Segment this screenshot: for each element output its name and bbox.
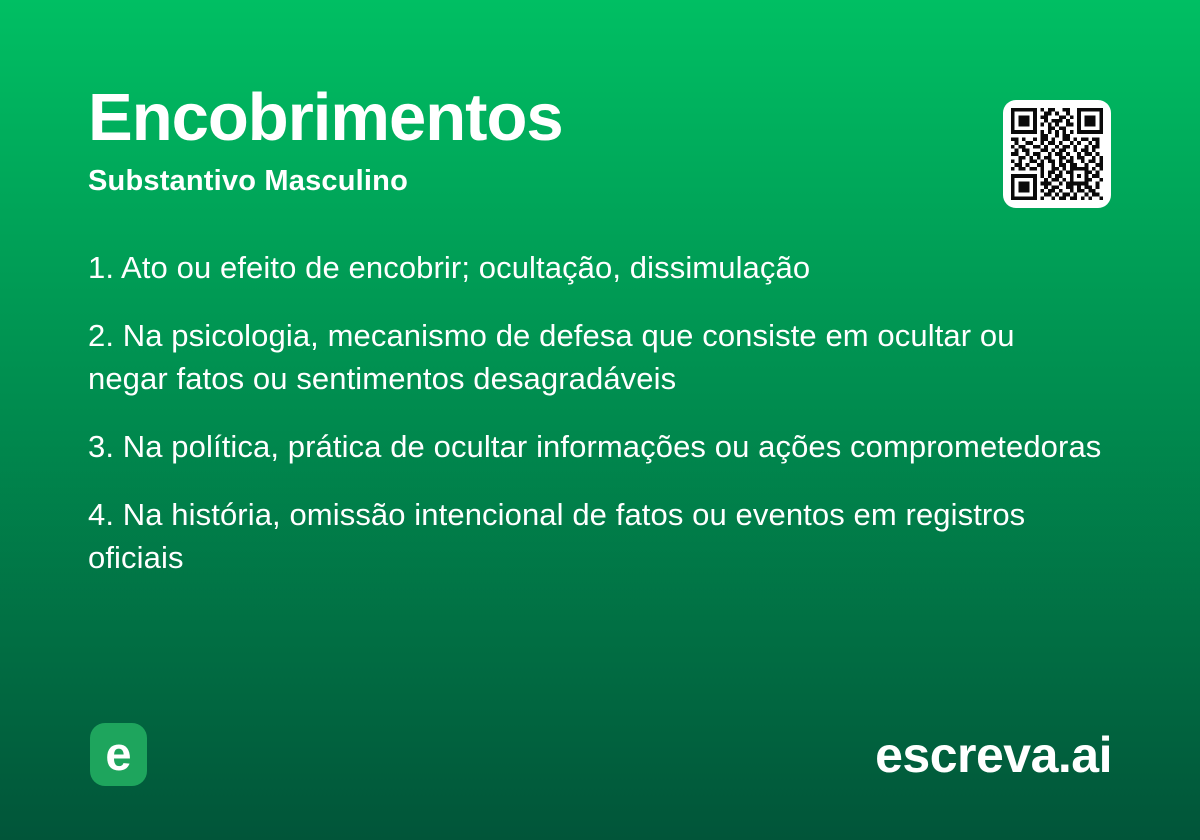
logo-letter: e	[105, 726, 132, 780]
brand-logo	[90, 723, 147, 786]
word-title: Encobrimentos	[88, 80, 563, 155]
header	[88, 80, 563, 198]
qr-code	[1003, 100, 1111, 208]
brand-wordmark: escreva.ai	[875, 727, 1112, 783]
word-class-subtitle: Substantivo Masculino	[88, 165, 409, 197]
definition-item-4: 4. Na história, omissão intencional de fatos ou eventos em registros oficiais	[88, 497, 1026, 575]
definition-item-3: 3. Na política, prática de ocultar informações ou ações comprometedoras	[88, 429, 1102, 464]
definition-item-1: 1. Ato ou efeito de encobrir; ocultação, dissimulação	[88, 250, 811, 285]
definitions-list	[88, 246, 1102, 604]
definition-item-2: 2. Na psicologia, mecanismo de defesa que consiste em ocultar ou negar fatos ou sentimentos desagradáveis	[88, 318, 1015, 396]
